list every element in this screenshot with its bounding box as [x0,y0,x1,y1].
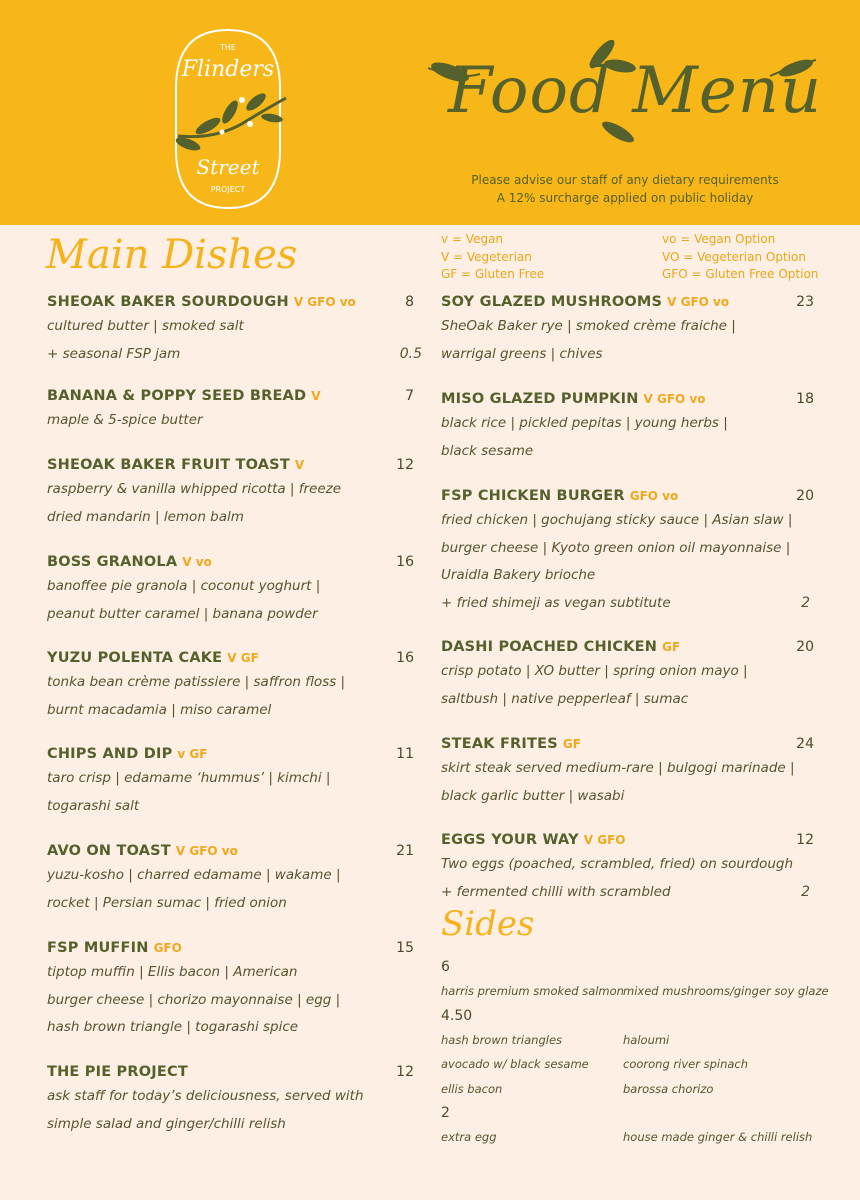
menu-item [47,385,422,435]
main-dishes-heading: Main Dishes [46,232,298,278]
food-menu-title-block [420,40,823,150]
item-description: tonka bean crème patissiere | saffron floss | [47,674,346,690]
item-description: burger cheese | Kyoto green onion oil mayonnaise | [441,539,791,556]
menu-item [47,1061,422,1138]
item-description: dried mandarin | lemon balm [47,508,244,525]
item-name: STEAK FRITES [441,736,558,752]
item-tags: GFO [153,941,182,955]
item-name: BANANA & POPPY SEED BREAD [47,388,307,404]
item-addon: + seasonal FSP jam [47,345,181,362]
item-name: SOY GLAZED MUSHROOMS [441,294,663,310]
menu-item [47,840,422,917]
side-group-price: 6 [441,959,450,975]
item-price: 12 [396,457,414,473]
side-item: barossa chorizo [623,1081,714,1096]
legend-entry: VO = Vegeterian Option [662,249,806,264]
legend-entry: v = Vegan [441,232,504,246]
item-name: FSP MUFFIN [47,940,149,956]
item-name: EGGS YOUR WAY [441,832,579,848]
item-addon: + fermented chilli with scrambled [441,883,671,900]
item-name: SHEOAK BAKER SOURDOUGH [47,294,289,310]
logo-project-text: PROJECT [210,185,246,194]
item-price: 20 [796,488,814,504]
side-group [441,1125,821,1150]
item-tags: GF [562,737,581,751]
item-tags: V GFO vo [293,295,356,309]
item-description: raspberry & vanilla whipped ricotta | freeze [47,481,342,497]
menu-item [441,829,814,906]
item-addon-price: 2 [801,594,810,611]
item-name: THE PIE PROJECT [47,1064,188,1080]
item-tags: v GF [177,747,208,761]
item-tags: GF [662,640,681,654]
side-item: ellis bacon [441,1081,503,1096]
side-item: hash brown triangles [441,1032,563,1047]
menu-item [47,551,422,628]
legend-entry: GFO = Gluten Free Option [662,267,819,281]
item-description: burnt macadamia | miso caramel [47,701,272,718]
legend-left [441,231,544,284]
item-description: tiptop muffin | Ellis bacon | American [47,964,298,980]
item-tags: V GFO vo [667,295,730,309]
dietary-notice [440,171,810,207]
item-price: 18 [796,391,814,407]
item-addon-price: 2 [801,883,810,900]
item-price: 20 [796,639,814,655]
item-price: 16 [396,554,414,570]
item-description: fried chicken | gochujang sticky sauce | Asian slaw | [441,512,793,528]
item-description: skirt steak served medium-rare | bulgogi marinade | [441,760,795,776]
item-price: 11 [396,746,414,762]
item-description: black rice | pickled pepitas | young herbs | [441,415,728,431]
legend-right [662,231,818,284]
item-description: cultured butter | smoked salt [47,318,244,334]
item-tags: V vo [182,555,212,569]
notice-line-2: A 12% surcharge applied on public holiday [496,191,754,205]
item-name: MISO GLAZED PUMPKIN [441,391,639,407]
legend-entry: vo = Vegan Option [662,232,776,246]
notice-line-1: Please advise our staff of any dietary requirements [471,173,779,187]
item-name: YUZU POLENTA CAKE [47,650,223,666]
logo-street-text: Street [196,155,260,179]
item-addon: + fried shimeji as vegan subtitute [441,594,671,611]
item-description: ask staff for today’s deliciousness, served with [47,1088,364,1104]
item-tags: GFO vo [629,489,679,503]
menu-item [47,647,422,724]
item-description: peanut butter caramel | banana powder [47,605,318,622]
menu-item [441,636,814,713]
item-tags: V GF [227,651,259,665]
item-name: BOSS GRANOLA [47,554,178,570]
item-addon-price: 0.5 [399,345,422,362]
item-price: 8 [405,294,414,310]
item-tags: V GFO [583,833,626,847]
item-description: maple & 5-spice butter [47,412,203,428]
item-price: 24 [796,736,814,752]
item-description: warrigal greens | chives [441,345,603,362]
item-description: Two eggs (poached, scrambled, fried) on sourdough [441,856,794,872]
logo-flinders-text: Flinders [181,57,275,82]
sides-heading: Sides [441,904,535,944]
item-name: DASHI POACHED CHICKEN [441,639,658,655]
menu-item [441,388,814,465]
item-price: 16 [396,650,414,666]
legend-entry: V = Vegeterian [441,249,532,264]
item-name: CHIPS AND DIP [47,746,173,762]
item-tags: V [311,389,321,403]
menu-item [441,485,814,617]
side-item: haloumi [623,1032,670,1047]
item-description: Uraidla Bakery brioche [441,567,596,583]
item-description: black garlic butter | wasabi [441,787,625,804]
item-price: 21 [396,843,414,859]
item-price: 15 [396,940,414,956]
side-group-price: 2 [441,1105,450,1121]
menu-item [47,454,422,531]
menu-item [47,743,422,820]
item-description: simple salad and ginger/chilli relish [47,1115,286,1132]
item-description: crisp potato | XO butter | spring onion mayo | [441,663,748,679]
logo-the-text: THE [220,43,236,52]
item-tags: V GFO vo [643,392,706,406]
item-description: saltbush | native pepperleaf | sumac [441,690,689,707]
item-price: 12 [796,832,814,848]
legend-entry: GF = Gluten Free [441,267,545,281]
item-price: 7 [405,388,414,404]
side-item: extra egg [441,1130,497,1144]
item-tags: V GFO vo [175,844,238,858]
item-description: rocket | Persian sumac | fried onion [47,894,287,911]
side-group-price: 4.50 [441,1007,473,1024]
item-description: burger cheese | chorizo mayonnaise | egg | [47,991,341,1008]
side-item: coorong river spinach [623,1057,749,1071]
item-description: hash brown triangle | togarashi spice [47,1019,299,1035]
side-item: house made ginger & chilli relish [623,1130,813,1144]
side-item: harris premium smoked salmon [441,984,624,998]
item-description: banoffee pie granola | coconut yoghurt | [47,578,321,594]
item-name: SHEOAK BAKER FRUIT TOAST [47,457,290,473]
menu-item [47,291,422,368]
item-name: AVO ON TOAST [47,843,171,859]
side-group [441,979,829,1004]
page-title: Food Menu [448,54,823,128]
item-description: SheOak Baker rye | smoked crème fraiche | [441,318,736,334]
sides-section [441,955,829,1150]
item-tags: V [294,458,305,472]
side-item: mixed mushrooms/ginger soy glaze [623,984,829,998]
item-description: taro crisp | edamame ‘hummus’ | kimchi | [47,770,331,786]
side-group [441,1028,821,1102]
item-price: 12 [396,1064,414,1080]
header-banner [0,0,860,225]
menu-item [47,937,422,1042]
item-description: yuzu-kosho | charred edamame | wakame | [47,867,341,883]
flinders-street-project-logo [168,28,288,210]
item-name: FSP CHICKEN BURGER [441,488,625,504]
item-description: togarashi salt [47,797,140,814]
item-price: 23 [796,294,814,310]
menu-item [441,733,814,810]
menu-item [441,291,814,368]
item-description: black sesame [441,442,534,459]
side-item: avocado w/ black sesame [441,1057,589,1071]
